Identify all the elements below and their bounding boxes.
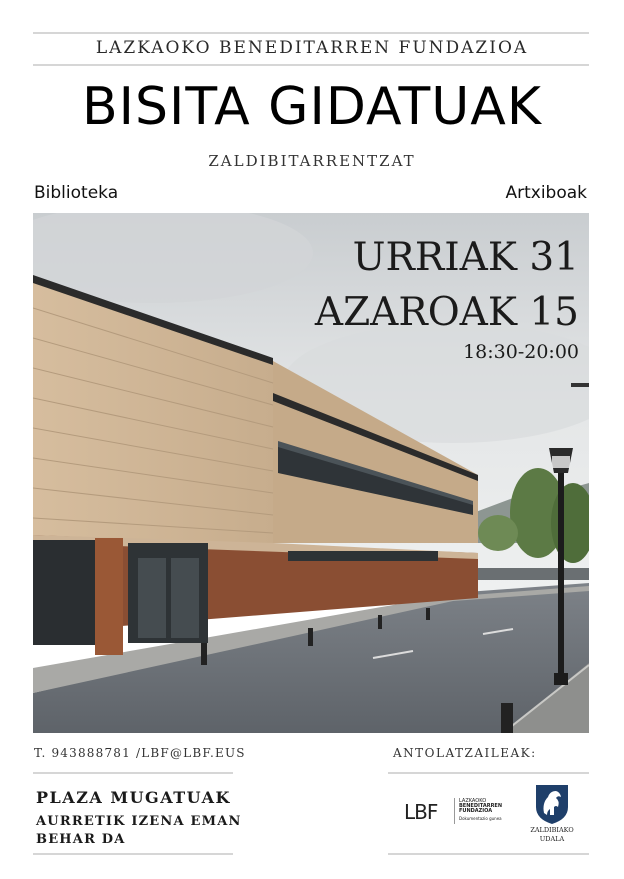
footer-rule-left-bottom <box>33 853 233 855</box>
registration-line-2: BEHAR DA <box>36 832 126 847</box>
logo-separator <box>454 798 455 824</box>
event-time: 18:30-20:00 <box>463 341 579 363</box>
lbf-logo <box>404 798 514 828</box>
contact-info: T. 943888781 /LBF@LBF.EUS <box>34 746 246 760</box>
event-date-1: URRIAK 31 <box>352 235 579 280</box>
poster-subtitle: ZALDIBITARRENTZAT <box>208 152 416 170</box>
footer-rule-left-top <box>33 772 233 774</box>
building-photo <box>33 213 589 733</box>
organizers-label: ANTOLATZAILEAK: <box>393 746 537 760</box>
lbf-line-2: BENEDITARREN FUNDAZIOA <box>459 803 503 814</box>
library-label: Biblioteka <box>34 183 119 203</box>
event-date-2: AZAROAK 15 <box>314 290 579 335</box>
lbf-logo-icon: LBF <box>404 800 438 824</box>
footer-rule-right-bottom <box>388 853 589 855</box>
udal-line-1: ZALDIBIAKO <box>530 826 574 834</box>
archives-label: Artxiboak <box>505 183 587 203</box>
foundation-name: LAZKAOKO BENEDITARREN FUNDAZIOA <box>95 38 529 58</box>
top-rule <box>33 32 589 34</box>
places-limited: PLAZA MUGATUAK <box>36 788 231 807</box>
footer-rule-right-top <box>388 772 589 774</box>
lbf-line-3: Dokumentazio gunea <box>459 816 502 821</box>
udal-logo <box>530 783 574 845</box>
lbf-line-1: LAZKAOKO <box>459 798 487 804</box>
foundation-underline <box>33 64 589 66</box>
poster-title: BISITA GIDATUAK <box>82 77 542 137</box>
horse-shield-icon <box>530 783 574 825</box>
registration-line-1: AURRETIK IZENA EMAN <box>36 814 242 829</box>
udal-line-2: UDALA <box>539 835 565 843</box>
